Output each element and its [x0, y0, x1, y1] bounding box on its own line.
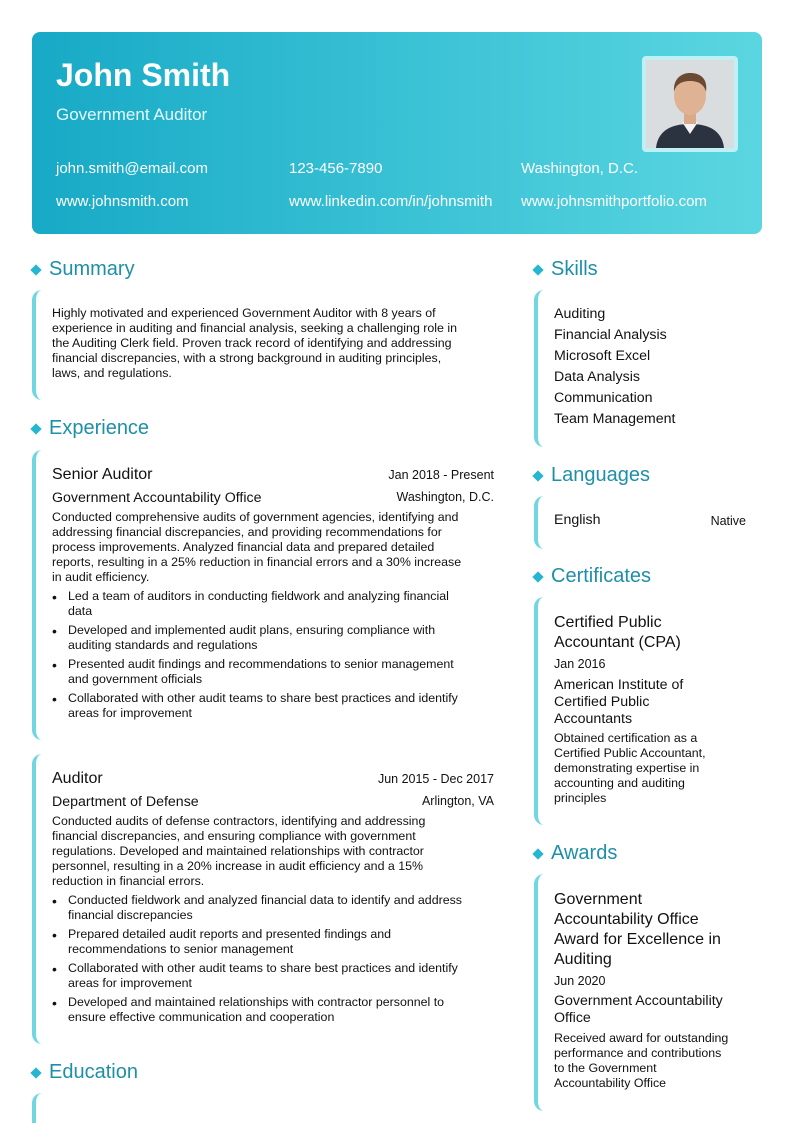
- job-description-line: reduction in financial errors.: [52, 874, 205, 888]
- job-organization: Department of Defense: [52, 794, 199, 810]
- job-description-line: in audit efficiency.: [52, 570, 150, 584]
- award-title-line: Auditing: [554, 951, 612, 968]
- skills-heading-text: Skills: [551, 258, 598, 280]
- job-description: [52, 510, 502, 585]
- summary-heading: [32, 258, 135, 281]
- diamond-icon: [532, 848, 543, 859]
- summary-heading-text: Summary: [49, 258, 135, 280]
- job-description: [52, 814, 502, 889]
- job-bullet: [52, 995, 502, 1025]
- job-description-line: Conducted comprehensive audits of government agencies, identifying and: [52, 510, 459, 524]
- bullet-line: areas for improvement: [68, 976, 192, 990]
- skill-item: Data Analysis: [554, 369, 640, 385]
- award-description: [554, 1031, 759, 1091]
- education-heading-text: Education: [49, 1061, 138, 1083]
- experience-heading: [32, 417, 149, 440]
- job-description-line: personnel, resulting in a 20% increase in audit efficiency and a 15%: [52, 859, 424, 873]
- summary-line: financial discrepancies, with a strong background in auditing principles,: [52, 351, 442, 365]
- bullet-line: and government officials: [68, 672, 203, 686]
- job-description-line: addressing financial discrepancies, and providing recommendations for: [52, 525, 442, 539]
- job-bullet: [52, 691, 502, 721]
- summary-line: Highly motivated and experienced Government Auditor with 8 years of: [52, 306, 436, 320]
- award-title-line: Accountability Office: [554, 911, 699, 928]
- award-desc-line: to the Government: [554, 1061, 657, 1075]
- certificate-item: [534, 597, 762, 825]
- summary-block: [32, 290, 498, 400]
- job-location: Washington, D.C.: [396, 490, 494, 504]
- award-org-line: Office: [554, 1010, 591, 1026]
- bullet-line: • Collaborated with other audit teams to share best practices and identify: [68, 961, 458, 975]
- certificate-date: Jan 2016: [554, 657, 606, 671]
- contact-portfolio[interactable]: www.johnsmithportfolio.com: [521, 193, 707, 210]
- bullet-line: financial discrepancies: [68, 908, 193, 922]
- skills-heading: [534, 258, 598, 281]
- certificate-desc-line: demonstrating expertise in: [554, 761, 700, 775]
- job-organization: Government Accountability Office: [52, 490, 262, 506]
- award-title-line: Award for Excellence in: [554, 931, 721, 948]
- contact-linkedin[interactable]: www.linkedin.com/in/johnsmith: [289, 193, 493, 210]
- summary-line: experience in auditing and financial analysis, seeking a challenging role in: [52, 321, 458, 335]
- diamond-icon: [30, 1067, 41, 1078]
- certificate-title: [554, 613, 754, 653]
- job-dates: Jun 2015 - Dec 2017: [377, 772, 494, 786]
- certificate-title-line: Accountant (CPA): [554, 634, 681, 651]
- award-desc-line: Received award for outstanding: [554, 1031, 729, 1045]
- job-title: Senior Auditor: [52, 466, 153, 483]
- certificates-heading-text: Certificates: [551, 565, 652, 587]
- certificate-org-line: American Institute of: [554, 677, 684, 693]
- languages-heading: [534, 464, 650, 487]
- award-org-line: Government Accountability: [554, 993, 723, 1009]
- experience-heading-text: Experience: [49, 417, 150, 439]
- skills-block: [534, 290, 762, 447]
- candidate-role: Government Auditor: [56, 105, 208, 124]
- certificate-desc-line: accounting and auditing: [554, 776, 685, 790]
- diamond-icon: [30, 423, 41, 434]
- job-title: Auditor: [52, 770, 103, 787]
- job-bullet: [52, 893, 502, 923]
- candidate-name: John Smith: [56, 57, 231, 93]
- profile-photo-portrait: [646, 60, 734, 148]
- certificate-desc-line: Certified Public Accountant,: [554, 746, 706, 760]
- award-desc-line: Accountability Office: [554, 1076, 667, 1090]
- job-bullets: [52, 589, 502, 725]
- languages-heading-text: Languages: [551, 464, 650, 486]
- certificate-organization: [554, 677, 754, 728]
- job-bullet: [52, 657, 502, 687]
- bullet-line: auditing standards and regulations: [68, 638, 258, 652]
- job-description-line: reports, resulting in a 25% reduction in financial errors and a 30% increase: [52, 555, 462, 569]
- diamond-icon: [532, 571, 543, 582]
- certificate-description: [554, 731, 754, 806]
- bullet-line: areas for improvement: [68, 706, 192, 720]
- summary-line: laws, and regulations.: [52, 366, 172, 380]
- summary-line: the Auditing Clerk field. Proven track record of identifying and addressing: [52, 336, 452, 350]
- certificate-desc-line: Obtained certification as a: [554, 731, 698, 745]
- diamond-icon: [532, 470, 543, 481]
- bullet-line: • Prepared detailed audit reports and presented findings and: [68, 927, 392, 941]
- certificate-org-line: Certified Public: [554, 694, 650, 710]
- experience-item: [32, 450, 498, 740]
- summary-text: [52, 306, 502, 381]
- job-description-line: process improvements. Analyzed financial data and prepared detailed: [52, 540, 435, 554]
- award-desc-line: performance and contributions: [554, 1046, 722, 1060]
- bullet-line: • Led a team of auditors in conducting fieldwork and analyzing financial: [68, 589, 449, 603]
- job-description-line: financial discrepancies, and ensuring compliance with government: [52, 829, 416, 843]
- bullet-line: • Presented audit findings and recommendations to senior management: [68, 657, 454, 671]
- bullet-line: • Conducted fieldwork and analyzed financial data to identify and address: [68, 893, 463, 907]
- job-bullets: [52, 893, 502, 1029]
- award-item: [534, 874, 762, 1111]
- award-organization: [554, 993, 759, 1027]
- bullet-line: recommendations to senior management: [68, 942, 294, 956]
- certificate-desc-line: principles: [554, 791, 607, 805]
- contact-website[interactable]: www.johnsmith.com: [56, 193, 189, 210]
- award-title: [554, 890, 759, 970]
- language-name: English: [554, 512, 601, 528]
- skill-item: Communication: [554, 390, 653, 406]
- language-level: Native: [710, 514, 746, 528]
- job-bullet: [52, 589, 502, 619]
- job-bullet: [52, 961, 502, 991]
- bullet-line: ensure effective communication and cooperation: [68, 1010, 335, 1024]
- job-description-line: Conducted audits of defense contractors, identifying and addressing: [52, 814, 426, 828]
- job-bullet: [52, 623, 502, 653]
- award-date: Jun 2020: [554, 974, 606, 988]
- award-title-line: Government: [554, 891, 643, 908]
- bullet-line: • Developed and maintained relationships with contractor personnel to: [68, 995, 445, 1009]
- awards-heading-text: Awards: [551, 842, 618, 864]
- experience-item: [32, 754, 498, 1044]
- certificates-heading: [534, 565, 651, 588]
- bullet-line: data: [68, 604, 93, 618]
- job-bullet: [52, 927, 502, 957]
- diamond-icon: [30, 264, 41, 275]
- resume-header: [32, 32, 762, 234]
- certificate-title-line: Certified Public: [554, 614, 662, 631]
- education-heading: [32, 1061, 138, 1084]
- profile-photo: [642, 56, 738, 152]
- skill-item: Microsoft Excel: [554, 348, 651, 364]
- education-block: [32, 1093, 498, 1123]
- skill-item: Team Management: [554, 411, 676, 427]
- skill-item: Auditing: [554, 306, 606, 322]
- contact-phone[interactable]: 123-456-7890: [289, 160, 383, 177]
- certificate-org-line: Accountants: [554, 711, 633, 727]
- awards-heading: [534, 842, 617, 865]
- job-description-line: regulations. Developed and maintained relationships with contractor: [52, 844, 424, 858]
- languages-block: [534, 496, 762, 549]
- contact-location: Washington, D.C.: [521, 160, 638, 177]
- skill-item: Financial Analysis: [554, 327, 667, 343]
- diamond-icon: [532, 264, 543, 275]
- job-location: Arlington, VA: [421, 794, 494, 808]
- bullet-line: • Collaborated with other audit teams to share best practices and identify: [68, 691, 458, 705]
- contact-email[interactable]: john.smith@email.com: [56, 160, 208, 177]
- bullet-line: • Developed and implemented audit plans, ensuring compliance with: [68, 623, 436, 637]
- job-dates: Jan 2018 - Present: [388, 468, 494, 482]
